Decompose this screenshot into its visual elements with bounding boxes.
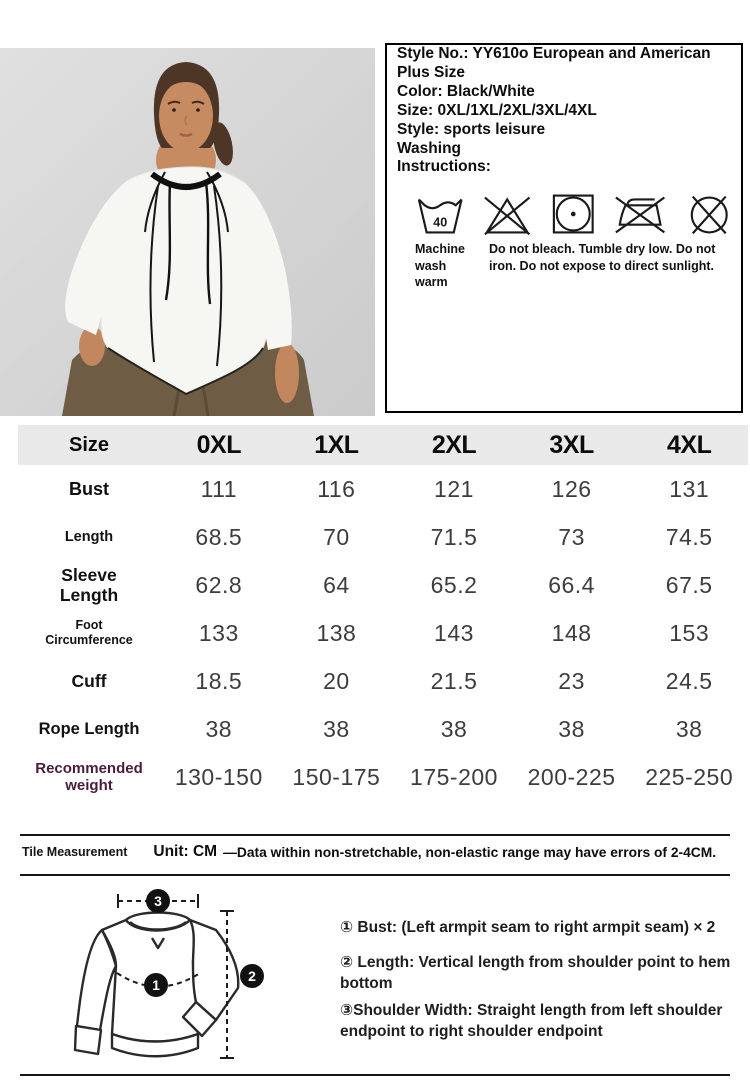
- cell-value: 68.5: [195, 523, 243, 550]
- cell-value: 73: [558, 523, 585, 550]
- col-4xl: 4XL: [667, 430, 712, 459]
- cell-value: 24.5: [665, 667, 713, 694]
- unit-label: Unit: CM: [153, 843, 218, 860]
- cell-value: 143: [434, 619, 474, 646]
- note-bust: ① Bust: (Left armpit seam to right armpit seam) × 2: [340, 919, 716, 936]
- model-photo: [0, 48, 375, 416]
- cell-value: 225-250: [645, 763, 734, 790]
- cell-value: 38: [558, 715, 585, 742]
- washing-title: Washing Instructions:: [397, 139, 491, 176]
- row-label: Cuff: [71, 670, 107, 691]
- cell-value: 67.5: [665, 571, 713, 598]
- row-label: Sleeve Length: [59, 564, 119, 605]
- cell-value: 148: [551, 619, 592, 646]
- svg-text:40: 40: [433, 215, 448, 230]
- tolerance-note: —Data within non-stretchable, non-elastic range may have errors of 2-4CM.: [223, 844, 717, 860]
- washing-icons-row: [415, 191, 733, 237]
- tile-measurement-label: Tile Measurement: [22, 845, 128, 859]
- do-not-iron-icon: [612, 191, 668, 237]
- cell-value: 18.5: [195, 667, 243, 694]
- tumble-dry-low-icon: [550, 191, 597, 237]
- machine-wash-40-icon: [415, 191, 465, 237]
- do-not-bleach-icon: [481, 191, 533, 237]
- col-2xl: 2XL: [431, 430, 477, 459]
- size-table: [18, 425, 748, 801]
- cell-value: 74.5: [665, 523, 713, 550]
- measurement-notes: [340, 918, 748, 1042]
- cell-value: 116: [317, 475, 356, 502]
- note-shoulder-width: ③Shoulder Width: Straight length from left shoulder endpoint to right shoulder endpoint: [340, 1002, 723, 1040]
- note-length: ② Length: Vertical length from shoulder point to hem bottom: [340, 954, 731, 992]
- cell-value: 23: [558, 667, 585, 694]
- divider-top: [20, 834, 730, 836]
- cell-value: 175-200: [410, 763, 498, 790]
- cell-value: 126: [551, 475, 592, 502]
- cell-value: 64: [323, 571, 350, 598]
- col-1xl: 1XL: [314, 430, 359, 459]
- cell-value: 121: [434, 475, 474, 502]
- cell-value: 70: [323, 523, 350, 550]
- cell-value: 153: [669, 619, 710, 646]
- cell-value: 138: [316, 619, 357, 646]
- machine-wash-label: Machine wash warm: [415, 242, 466, 289]
- table-row-length: [18, 513, 748, 561]
- table-row-sleeve-length: [18, 561, 748, 609]
- row-label: Foot Circumference: [45, 618, 133, 647]
- cell-value: 66.4: [548, 571, 595, 598]
- divider-bottom: [20, 1074, 730, 1076]
- cell-value: 130-150: [174, 763, 263, 790]
- cell-value: 38: [205, 715, 233, 742]
- row-label: Rope Length: [38, 719, 140, 738]
- style-type-text: Style: sports leisure: [397, 120, 546, 138]
- table-row-rope-length: [18, 705, 748, 753]
- lips: [180, 134, 192, 136]
- marker-1: 1: [152, 977, 160, 993]
- size-options-text: Size: 0XL/1XL/2XL/3XL/4XL: [397, 101, 597, 119]
- table-row-foot-circumference: [18, 609, 748, 657]
- cell-value: 65.2: [430, 571, 478, 598]
- col-0xl: 0XL: [196, 430, 241, 459]
- marker-3: 3: [154, 893, 162, 909]
- cell-value: 38: [440, 715, 468, 742]
- divider-middle: [20, 874, 730, 876]
- do-not-expose-sunlight-icon: [685, 191, 733, 237]
- cell-value: 150-175: [292, 763, 381, 790]
- cell-value: 71.5: [430, 523, 478, 550]
- table-row-bust: [18, 465, 748, 513]
- size-header-cell: Size: [68, 433, 110, 456]
- cell-value: 200-225: [527, 763, 616, 790]
- cell-value: 62.8: [195, 571, 243, 598]
- product-info-box: [385, 43, 743, 413]
- cell-value: 20: [323, 667, 350, 694]
- cell-value: 38: [675, 715, 703, 742]
- cell-value: 38: [323, 715, 350, 742]
- cell-value: 21.5: [430, 667, 478, 694]
- marker-2: 2: [248, 968, 256, 984]
- table-row-recommended-weight: [18, 753, 748, 801]
- row-label: Length: [64, 529, 114, 545]
- color-text: Color: Black/White: [397, 82, 535, 100]
- diagram-cuff-left: [75, 1026, 101, 1054]
- cell-value: 111: [200, 475, 238, 502]
- style-no-text: Style No.: YY610o European and American Plus Size: [397, 45, 711, 81]
- eye-left: [172, 108, 176, 112]
- table-row-cuff: [18, 657, 748, 705]
- row-label: Bust: [69, 478, 109, 499]
- model-photo-illustration: [0, 48, 375, 416]
- washing-captions: [415, 241, 733, 290]
- size-table-header-row: [18, 425, 748, 465]
- washing-caption: Do not bleach. Tumble dry low. Do not iron. Do not expose to direct sunlight.: [489, 242, 716, 273]
- shirt-measurement-diagram: [40, 878, 332, 1078]
- cell-value: 131: [669, 475, 710, 502]
- cell-value: 133: [198, 619, 239, 646]
- eye-right: [196, 108, 200, 112]
- measure-note-band: [22, 843, 730, 861]
- row-label: Recommended weight: [35, 759, 143, 794]
- hand-right: [275, 343, 299, 403]
- col-3xl: 3XL: [549, 430, 594, 459]
